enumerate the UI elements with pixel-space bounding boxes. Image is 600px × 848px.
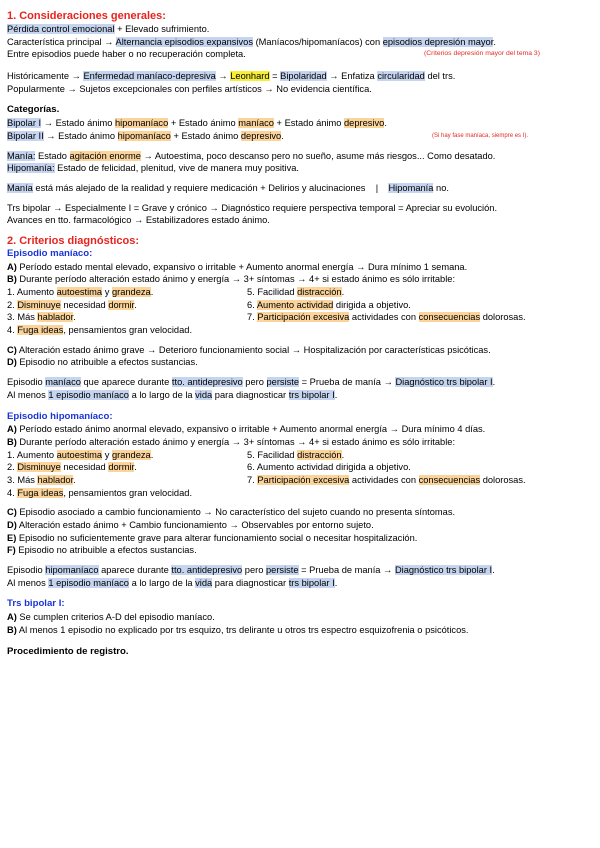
highlight: Bipolar II (7, 130, 44, 141)
highlight: hablador (37, 312, 74, 323)
highlight: Diagnóstico trs bipolar I (394, 565, 493, 576)
paragraph-line: Al menos 1 episodio maníaco a lo largo de la vida para diagnosticar trs bipolar I. (7, 389, 338, 400)
bipolar-i-title: Trs bipolar I: (7, 598, 65, 610)
criterion-b: B) Al menos 1 episodio no explicado por trs esquizo, trs delirante u otros trs espectro esquizofrenia o psicóticos. (7, 624, 469, 635)
highlight: hipomaníaco (45, 565, 99, 576)
symptom-row: 1. Aumento autoestima y grandeza. 5. Facilidad distracción. (7, 449, 345, 460)
manic-episode-title: Episodio maníaco: (7, 247, 93, 259)
highlight: grandeza (111, 287, 151, 297)
criterion-a: A) Período estado ánimo anormal elevado, expansivo o irritable + Aumento anormal energía → Dura mínimo 4 días. (7, 424, 486, 435)
paragraph-line: Avances en tto. farmacológico → Estabilizadores estado ánimo. (7, 215, 270, 226)
criterion-d: D) Episodio no atribuible a efectos sustancias. (7, 357, 198, 368)
highlight: hablador (37, 474, 74, 485)
highlight: trs bipolar I (288, 389, 335, 400)
highlight: Disminuye (17, 299, 61, 310)
paragraph-line: Manía: Estado agitación enorme → Autoestima, poco descanso pero no sueño, asume más riesgos... Como desatado. (7, 150, 496, 161)
highlight: vida (195, 577, 213, 588)
highlight: persiste (266, 377, 300, 388)
symptom-row: 2. Disminuye necesidad dormir. 6. Aumento actividad dirigida a objetivo. (7, 462, 411, 473)
symptom-row: 3. Más hablador. 7. Participación excesiva actividades con consecuencias dolorosas. (7, 312, 526, 323)
highlight: 1 episodio maníaco (48, 577, 129, 588)
highlight: consecuencias (418, 312, 481, 323)
paragraph-line: Característica principal → Alternancia episodios expansivos (Maníacos/hipomaníacos) con episodios depresión mayor. (7, 36, 496, 47)
highlight: autoestima (56, 287, 103, 297)
symptom-row: 3. Más hablador. 7. Participación excesiva actividades con consecuencias dolorosas. (7, 474, 526, 485)
criterion-c: C) Alteración estado ánimo grave → Deterioro funcionamiento social → Hospitalización por características psicóticas. (7, 344, 491, 355)
highlight: maníaco (238, 118, 274, 129)
highlight: Participación excesiva (257, 474, 350, 485)
paragraph-line: Bipolar I → Estado ánimo hipomaníaco + Estado ánimo maníaco + Estado ánimo depresivo. (7, 118, 387, 129)
criterion-d: D) Alteración estado ánimo + Cambio funcionamiento → Observables por entorno sujeto. (7, 520, 374, 530)
highlight: Manía (7, 182, 33, 193)
criterion-b: B) Durante período alteración estado ánimo y energía → 3+ síntomas → 4+ si estado ánimo es sólo irritable: (7, 274, 456, 285)
highlight: Diagnóstico trs bipolar I (395, 377, 493, 388)
criterion-b: B) Durante período alteración estado ánimo y energía → 3+ síntomas → 4+ si estado ánimo es sólo irritable: (7, 436, 456, 447)
paragraph-line: Episodio hipomaníaco aparece durante tto. antidepresivo pero persiste = Prueba de manía → Diagnóstico trs bipolar I. (7, 565, 495, 576)
highlight: distracción (297, 287, 342, 297)
highlight: distracción (297, 449, 342, 460)
highlight: hipomaníaco (115, 118, 169, 129)
symptom-row: 1. Aumento autoestima y grandeza. 5. Facilidad distracción. (7, 287, 345, 297)
criterion-e: E) Episodio no suficientemente grave para alterar funcionamiento social o necesitar hospitalización. (7, 532, 418, 543)
paragraph-line: Popularmente → Sujetos excepcionales con perfiles artísticos → No evidencia científica. (7, 83, 372, 94)
highlight: persiste (265, 565, 299, 576)
highlight: maníaco (45, 377, 81, 388)
document-page (7, 9, 595, 658)
highlight: dormir (108, 462, 135, 473)
highlight: dormir (108, 299, 135, 310)
highlight: tto. antidepresivo (171, 377, 243, 388)
criterion-a: A) Se cumplen criterios A-D del episodio maníaco. (7, 612, 215, 623)
highlight: Participación excesiva (257, 312, 350, 323)
highlight: Hipomanía: (7, 163, 55, 174)
section-2-title: 2. Criterios diagnósticos: (7, 234, 140, 247)
paragraph-line: Pérdida control emocional + Elevado sufrimiento. (7, 24, 210, 34)
highlight: agitación enorme (69, 150, 141, 161)
criterion-a: A) Período estado mental elevado, expansivo o irritable + Aumento anormal energía → Dura mínimo 1 semana. (7, 261, 468, 272)
highlight: hipomaníaco (117, 130, 171, 141)
highlight: Aumento actividad (256, 299, 334, 310)
highlight: Disminuye (17, 462, 61, 473)
section-1-title: 1. Consideraciones generales: (7, 10, 166, 22)
paragraph-line: Trs bipolar → Especialmente I = Grave y crónico → Diagnóstico requiere perspectiva temporal = Apreciar su evolución. (7, 202, 498, 213)
symptom-row: 2. Disminuye necesidad dormir. 6. Aumento actividad dirigida a objetivo. (7, 299, 411, 310)
paragraph-line: Episodio maníaco que aparece durante tto. antidepresivo pero persiste = Prueba de manía → Diagnóstico trs bipolar I. (7, 377, 496, 388)
highlight: trs bipolar I (288, 577, 335, 588)
highlight: 1 episodio maníaco (48, 389, 129, 400)
highlight: Hipomanía (388, 182, 434, 193)
procedure-title: Procedimiento de registro. (7, 645, 129, 657)
categories-title: Categorías. (7, 104, 60, 116)
highlight: Fuga ideas (17, 487, 64, 498)
paragraph-line: Manía está más alejado de la realidad y requiere medicación + Delirios y alucinaciones | Hipomanía no. (7, 182, 449, 193)
hypomanic-episode-title: Episodio hipomaníaco: (7, 410, 113, 422)
paragraph-line: Históricamente → Enfermedad maníaco-depresiva → Leonhard = Bipolaridad → Enfatiza circularidad del trs. (7, 71, 456, 82)
paragraph-line: Bipolar II → Estado ánimo hipomaníaco + Estado ánimo depresivo. (Si hay fase maníaca, siempre es I). (7, 130, 529, 141)
highlight: depresivo (240, 130, 282, 141)
paragraph-line: Al menos 1 episodio maníaco a lo largo de la vida para diagnosticar trs bipolar I. (7, 577, 338, 588)
highlight: grandeza (111, 449, 151, 460)
highlight: Pérdida control emocional (7, 24, 115, 34)
highlight: Bipolaridad (280, 71, 327, 82)
red-note: (Si hay fase maníaca, siempre es I). (432, 132, 529, 139)
highlight: Enfermedad maníaco-depresiva (83, 71, 216, 82)
highlight: tto. antidepresivo (171, 565, 243, 576)
highlight: depresivo (344, 118, 385, 129)
highlight: consecuencias (418, 474, 481, 485)
criterion-c: C) Episodio asociado a cambio funcionamiento → No característico del sujeto cuando no presenta síntomas. (7, 507, 456, 518)
highlight: circularidad (377, 71, 425, 82)
red-note: (Criterios depresión mayor del tema 3) (424, 50, 540, 58)
highlight: Fuga ideas (17, 325, 64, 336)
paragraph-line: Entre episodios puede haber o no recuperación completa. (Criterios depresión mayor del tema 3) (7, 49, 540, 60)
symptom-row: 4. Fuga ideas, pensamientos gran velocidad. (7, 487, 193, 498)
highlight: vida (195, 389, 213, 400)
highlight: autoestima (56, 449, 103, 460)
highlight: Bipolar I (7, 118, 42, 129)
highlight: Leonhard (230, 71, 270, 82)
highlight: Manía: (7, 150, 36, 161)
highlight: episodios depresión mayor (382, 36, 494, 47)
symptom-row: 4. Fuga ideas, pensamientos gran velocidad. (7, 325, 193, 336)
highlight: Alternancia episodios expansivos (115, 36, 253, 47)
criterion-f: F) Episodio no atribuible a efectos sustancias. (7, 545, 197, 556)
paragraph-line: Hipomanía: Estado de felicidad, plenitud, vive de manera muy positiva. (7, 163, 299, 174)
